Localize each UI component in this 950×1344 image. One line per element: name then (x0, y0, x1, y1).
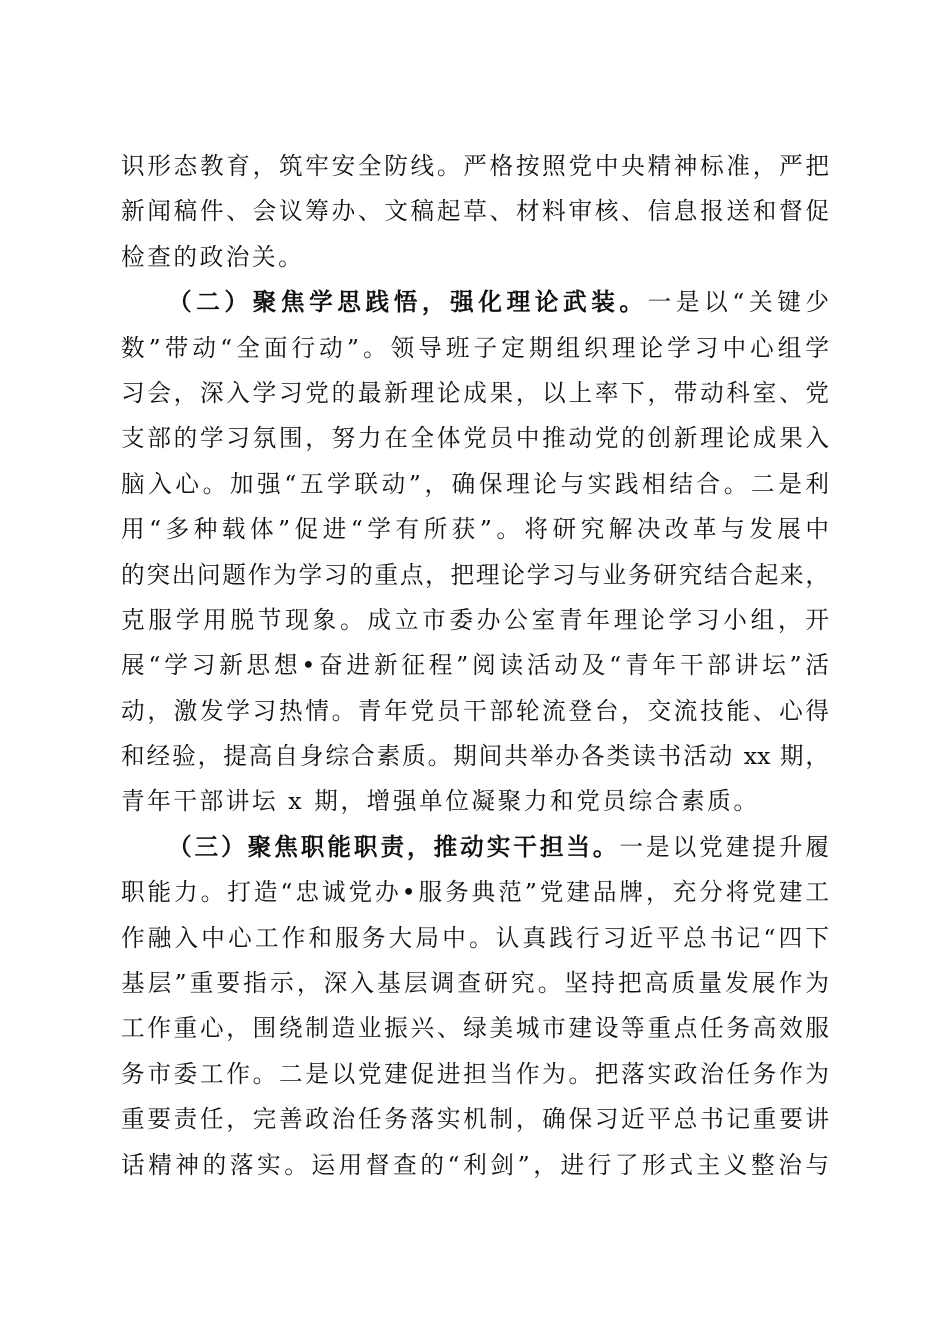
text-line: 的突出问题作为学习的重点，把理论学习与业务研究结合起来， (121, 560, 829, 589)
paragraph-1 (121, 144, 829, 280)
text-line: 检查的政治关。 (121, 242, 305, 271)
text-line: 展“学习新思想•奋进新征程”阅读活动及“青年干部讲坛”活 (121, 651, 829, 680)
text-line: 工作重心，围绕制造业振兴、绿美城市建设等重点任务高效服 (121, 1014, 829, 1043)
text-line: 新闻稿件、会议筹办、文稿起草、材料审核、信息报送和督促 (121, 197, 829, 226)
text-line: 用“多种载体”促进“学有所获”。将研究解决改革与发展中 (121, 515, 829, 544)
section-heading: （二）聚焦学思践悟，强化理论武装。 (168, 288, 648, 317)
text-line (121, 280, 829, 325)
text-line (121, 825, 829, 870)
heading-continuation: 一是以“关键少 (647, 288, 830, 317)
text-line: 职能力。打造“忠诚党办•服务典范”党建品牌，充分将党建工 (121, 878, 829, 907)
text-line: 基层”重要指示，深入基层调查研究。坚持把高质量发展作为 (121, 969, 829, 998)
text-line: 作融入中心工作和服务大局中。认真践行习近平总书记“四下 (121, 923, 829, 952)
text-line: 青年干部讲坛 x 期，增强单位凝聚力和党员综合素质。 (121, 787, 760, 816)
text-line: 识形态教育，筑牢安全防线。严格按照党中央精神标准，严把 (121, 152, 829, 180)
text-line: 数”带动“全面行动”。领导班子定期组织理论学习中心组学 (121, 333, 829, 362)
document-body (121, 144, 829, 1188)
text-line: 务市委工作。二是以党建促进担当作为。把落实政治任务作为 (121, 1059, 829, 1088)
text-line: 克服学用脱节现象。成立市委办公室青年理论学习小组，开 (121, 605, 829, 634)
section-heading: （三）聚焦职能职责，推动实干担当。 (168, 832, 620, 861)
paragraph-2 (121, 280, 829, 825)
text-line: 重要责任，完善政治任务落实机制，确保习近平总书记重要讲 (121, 1105, 829, 1134)
text-line: 动，激发学习热情。青年党员干部轮流登台，交流技能、心得 (121, 696, 829, 725)
text-line: 支部的学习氛围，努力在全体党员中推动党的创新理论成果入 (121, 424, 829, 453)
text-line: 习会，深入学习党的最新理论成果，以上率下，带动科室、党 (121, 378, 829, 407)
text-line: 和经验，提高自身综合素质。期间共举办各类读书活动 xx 期， (121, 742, 829, 771)
heading-continuation: 一是以党建提升履 (619, 832, 830, 861)
text-line: 话精神的落实。运用督查的“利剑”，进行了形式主义整治与 (121, 1150, 829, 1179)
text-line: 脑入心。加强“五学联动”，确保理论与实践相结合。二是利 (121, 469, 829, 498)
paragraph-3 (121, 825, 829, 1188)
